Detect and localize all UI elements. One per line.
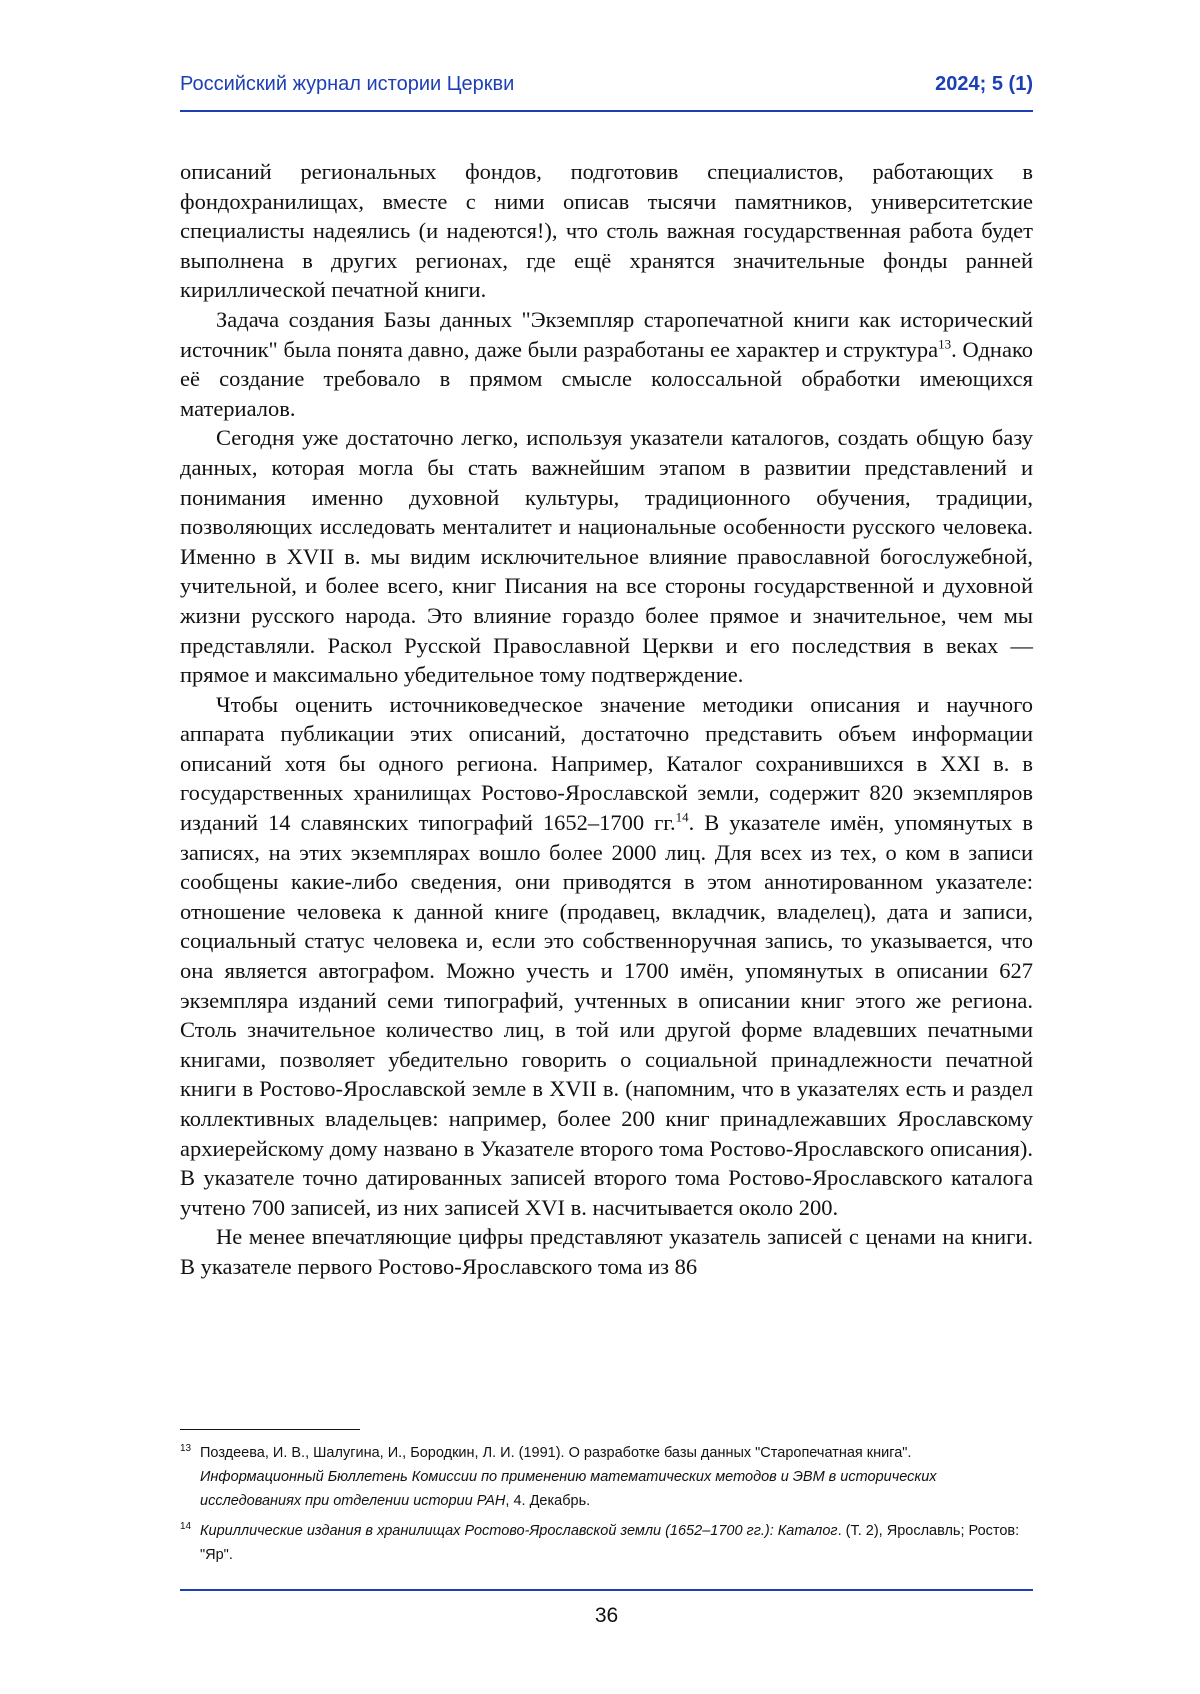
paragraph-5 — [180, 1222, 1033, 1281]
footnote-number: 13 — [180, 1443, 192, 1454]
journal-title: Российский журнал истории Церкви — [180, 73, 515, 95]
footnote-number: 14 — [180, 1521, 192, 1532]
footnote-14-source: Кириллические издания в хранилищах Ростово-Ярославской земли (1652–1700 гг.): Каталог — [200, 1523, 838, 1539]
paragraph-2-text-a: Задача создания Базы данных "Экземпляр старопечатной книги как исторический источник" была понята давно, даже были разработаны ее характер и структура — [180, 306, 1033, 362]
paragraph-1 — [180, 157, 1033, 305]
footnote-separator — [180, 1429, 360, 1430]
page-number: 36 — [594, 1604, 619, 1627]
paragraph-2 — [180, 305, 1033, 423]
footnote-14-details: . (Т. 2), Ярославль; Ростов: "Яр". — [200, 1523, 1020, 1563]
header-rule — [180, 110, 1033, 112]
paragraph-4-text-b: . В указателе имён, упомянутых в записях, на этих экземплярах вошло более 2000 лиц. Для всех из тех, о ком в записи сообщены какие-либо сведения, они приводятся в этом аннотированном указателе: отношение человека к данной книге (продавец, вкладчик, владелец), дата и записи, социальный статус человека и, если это собственноручная запись, то указывается, что она является автографом. Можно учесть и 1700 имён, упомянутых в описании 627 экземпляра изданий семи типографий, учтенных в описании книг этого же региона. Столь значительное количество лиц, в той или другой форме владевших печатными книгами, позволяет убедительно говорить о социальной принадлежности печатной книги в Ростово-Ярославской земле в XVII в. (напомним, что в указателях есть и раздел коллективных владельцев: например, более 200 книг принадлежавших Ярославскому архиерейскому дому названо в Указателе второго тома Ростово-Ярославского описания). В указателе точно датированных записей второго тома Ростово-Ярославского каталога учтено 700 записей, из них записей XVI в. насчитывается около 200. — [180, 810, 1033, 1220]
footnote-ref-13[interactable]: 13 — [938, 336, 952, 352]
footnote-13-details: , 4. Декабрь. — [505, 1493, 591, 1509]
footnote-13-authors: Поздеева, И. В., Шалугина, И., Бородкин, Л. И. (1991). О разработке базы данных "Старопечатная книга". — [200, 1445, 912, 1461]
paragraph-5-text: Не менее впечатляющие цифры представляют указатель записей с ценами на книги. В указателе первого Ростово-Ярославского тома из 86 — [180, 1224, 1033, 1279]
issue-number: 2024; 5 (1) — [935, 73, 1033, 95]
footnote-ref-14[interactable]: 14 — [675, 809, 689, 825]
footnote-14 — [180, 1519, 1033, 1567]
footer-rule — [180, 1589, 1033, 1591]
running-header — [180, 73, 1033, 101]
paragraph-2-text-b: . Однако её создание требовало в прямом смысле колоссальной обработки имеющихся материалов. — [180, 336, 1033, 421]
article-body — [180, 157, 1033, 1282]
paragraph-4-text-a: Чтобы оценить источниковедческое значение методики описания и научного аппарата публикации этих описаний, достаточно представить объем информации описаний хотя бы одного региона. Например, Каталог сохранившихся в XXI в. в государственных хранилищах Ростово-Ярославской земли, содержит 820 экземпляров изданий 14 славянских типографий 1652–1700 гг. — [180, 691, 1033, 836]
footnote-13-source: Информационный Бюллетень Комиссии по применению математических методов и ЭВМ в исторических исследованиях при отделении истории РАН — [200, 1469, 937, 1509]
footnotes — [180, 1441, 1033, 1573]
paragraph-3 — [180, 423, 1033, 689]
paragraph-3-text: Сегодня уже достаточно легко, используя указатели каталогов, создать общую базу данных, которая могла бы стать важнейшим этапом в развитии представлений и понимания именно духовной культуры, традиционного обучения, традиции, позволяющих исследовать менталитет и национальные особенности русского человека. Именно в XVII в. мы видим исключительное влияние православной богослужебной, учительной, и более всего, книг Писания на все стороны государственной и духовной жизни русского народа. Это влияние гораздо более прямое и значительное, чем мы представляли. Раскол Русской Православной Церкви и его последствия в веках — прямое и максимально убедительное тому подтверждение. — [180, 425, 1033, 688]
paragraph-4 — [180, 690, 1033, 1223]
footnote-13 — [180, 1441, 1033, 1513]
paragraph-1-text: описаний региональных фондов, подготовив специалистов, работающих в фондохранилищах, вместе с ними описав тысячи памятников, университетские специалисты надеялись (и надеются!), что столь важная государственная работа будет выполнена в других регионах, где ещё хранятся значительные фонды ранней кириллической печатной книги. — [180, 159, 1033, 303]
